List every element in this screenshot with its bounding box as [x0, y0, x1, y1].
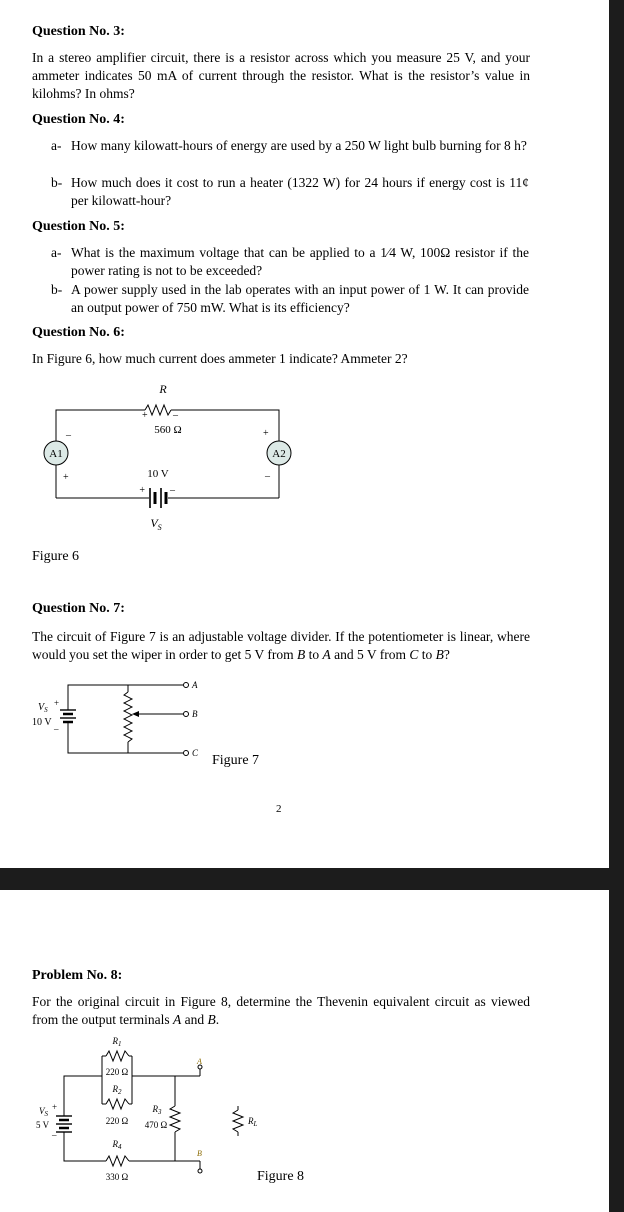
- q5-item-a-text: What is the maximum voltage that can be applied to a 1⁄4 W, 100Ω resistor if the power rating is not to be exceeded?: [71, 245, 529, 278]
- fig7-pot-zigzag: [124, 692, 132, 742]
- fig8-r2-sub: 2: [118, 1088, 122, 1096]
- figure-8-caption: Figure 8: [257, 1169, 305, 1184]
- fig8-r1-value: 220 Ω: [105, 1067, 129, 1077]
- q7-text: [32, 628, 530, 664]
- q7-text-c: C: [409, 647, 419, 662]
- fig6-source-minus: –: [170, 485, 175, 496]
- q5-item-b-text: A power supply used in the lab operates with an input power of 1 W. It can provide an output power of 750 mW. What is its efficiency?: [71, 282, 529, 315]
- fig8-r4-label: [112, 1139, 123, 1151]
- q4-item-a-text: How many kilowatt-hours of energy are used by a 250 W light bulb burning for 8 h?: [71, 138, 527, 153]
- terminal-b-label: B: [192, 709, 198, 719]
- q5-item-b-marker: b-: [51, 282, 63, 297]
- q4-item-a-marker: a-: [51, 138, 62, 153]
- q7-text-b2: B: [435, 647, 444, 662]
- fig6-a2-minus: –: [265, 471, 270, 482]
- q7-text-part-3: to: [305, 647, 323, 662]
- fig8-rl-sub: L: [253, 1120, 258, 1128]
- q5-heading: Question No. 5:: [32, 219, 125, 234]
- fig8-r2-name: R: [112, 1084, 118, 1094]
- p8-text-a: A: [172, 1012, 182, 1027]
- fig8-r4-name: R: [112, 1139, 118, 1149]
- fig8-source-plus: +: [52, 1102, 58, 1112]
- q4-heading: Question No. 4:: [32, 112, 125, 127]
- ammeter-2-label: A2: [272, 448, 286, 460]
- fig8-r1-name: R: [112, 1036, 118, 1046]
- fig6-top-wire-left: [56, 410, 145, 413]
- document-page-2: [0, 890, 609, 1212]
- page-number: 2: [276, 803, 282, 815]
- q4-item-b-text: How much does it cost to run a heater (1322 W) for 24 hours if energy cost is 11¢ per kilowatt-hour?: [71, 175, 529, 208]
- fig6-resistor-minus: –: [173, 410, 178, 421]
- terminal-a-label: A: [192, 680, 198, 690]
- terminal-a: [184, 683, 189, 688]
- q7-text-b: B: [296, 647, 306, 662]
- p8-heading: Problem No. 8:: [32, 968, 123, 983]
- fig8-terminal-a-label: A: [197, 1057, 202, 1066]
- fig7-source-label: [38, 702, 48, 714]
- fig6-source-value: 10 V: [147, 468, 169, 480]
- q7-text-part-1: The circuit of Figure 7 is an adjustable voltage divider. If the potentiometer is linear, where would you set the wiper in order to get 5 V from: [32, 629, 530, 662]
- p8-text-part-5: .: [215, 1012, 220, 1027]
- fig6-source-name: V: [150, 516, 158, 530]
- fig8-r3-zigzag: [170, 1106, 180, 1132]
- fig8-r3-value: 470 Ω: [144, 1120, 168, 1130]
- q7-text-a: A: [322, 647, 331, 662]
- fig7-source-minus: –: [54, 724, 59, 734]
- fig8-left-top-rail: [64, 1076, 102, 1116]
- fig6-resistor-value: 560 Ω: [154, 424, 182, 436]
- q4-item-a: [51, 137, 529, 155]
- q6-heading: Question No. 6:: [32, 325, 125, 340]
- fig8-r2-label: [112, 1084, 123, 1096]
- fig8-r3-sub: 3: [158, 1108, 162, 1116]
- fig8-source-value: 5 V: [36, 1120, 50, 1130]
- fig6-a2-plus: +: [263, 428, 269, 439]
- figure-8-circuit: [30, 1036, 280, 1186]
- ammeter-1-label: A1: [49, 448, 63, 460]
- fig7-source-name: V: [38, 702, 45, 713]
- fig7-top-wire: [68, 685, 183, 710]
- fig8-left-bottom-rail: [64, 1132, 102, 1161]
- figure-6-circuit: [30, 378, 310, 538]
- q7-text-part-5: and 5 V from: [330, 647, 410, 662]
- fig8-source-label: [39, 1106, 49, 1118]
- fig8-rl-name: R: [248, 1116, 254, 1126]
- fig7-source-plus: +: [54, 698, 60, 708]
- q7-text-part-7: to: [418, 647, 436, 662]
- p8-text-b: B: [207, 1012, 216, 1027]
- fig6-a1-plus: +: [63, 472, 69, 483]
- fig8-source-minus: –: [52, 1130, 57, 1140]
- terminal-c: [184, 751, 189, 756]
- fig8-terminal-b: [198, 1169, 202, 1173]
- fig8-r1-zigzag: [106, 1051, 129, 1061]
- fig6-source-sub: S: [157, 523, 162, 532]
- figure-7-caption: Figure 7: [212, 753, 260, 768]
- q3-text: In a stereo amplifier circuit, there is a resistor across which you measure 25 V, and your ammeter indicates 50 mA of current through the resistor. What is the resistor’s value in kilohms? In ohms?: [32, 50, 530, 101]
- fig8-rl-zigzag: [233, 1110, 243, 1132]
- p8-text-part-3: and: [181, 1012, 208, 1027]
- fig8-r1-sub: 1: [118, 1040, 122, 1048]
- fig6-resistor-name: R: [159, 382, 167, 396]
- fig6-a1-minus: –: [66, 430, 71, 441]
- q7-text-part-9: ?: [443, 647, 450, 662]
- q5-item-a-marker: a-: [51, 245, 62, 260]
- q4-item-b: [51, 174, 529, 210]
- q6-text: In Figure 6, how much current does ammeter 1 indicate? Ammeter 2?: [32, 351, 408, 366]
- fig8-source-sub: S: [44, 1110, 48, 1118]
- q4-item-b-marker: b-: [51, 175, 63, 190]
- figure-7-circuit: [28, 672, 228, 782]
- fig6-source-plus: +: [139, 485, 145, 496]
- terminal-c-label: C: [192, 748, 199, 758]
- fig8-r2-zigzag: [106, 1099, 129, 1109]
- fig8-r1-label: [112, 1036, 122, 1048]
- figure-6-caption: Figure 6: [32, 549, 80, 564]
- fig8-r4-value: 330 Ω: [105, 1172, 129, 1182]
- fig6-resistor-zigzag: [145, 405, 171, 415]
- terminal-b: [184, 712, 189, 717]
- fig8-r4-sub: 4: [118, 1143, 122, 1151]
- fig6-resistor-plus: +: [142, 410, 148, 421]
- fig8-r2-value: 220 Ω: [105, 1116, 129, 1126]
- q7-heading: Question No. 7:: [32, 601, 125, 616]
- q3-heading: Question No. 3:: [32, 24, 125, 39]
- q5-item-a: [51, 244, 529, 280]
- fig8-terminal-b-label: B: [197, 1149, 202, 1158]
- fig7-source-value: 10 V: [32, 717, 52, 728]
- fig8-r3-label: [152, 1104, 163, 1116]
- p8-text: [32, 993, 530, 1029]
- p8-text-part-1: For the original circuit in Figure 8, determine the Thevenin equivalent circuit as viewed from the output terminals: [32, 994, 530, 1027]
- fig7-wiper-arrowhead: [132, 711, 139, 717]
- fig8-rl-label: [247, 1116, 258, 1128]
- fig8-r3-name: R: [152, 1104, 158, 1114]
- fig8-r4-zigzag: [106, 1156, 129, 1166]
- fig8-source-name: V: [39, 1106, 45, 1116]
- fig7-source-sub: S: [44, 706, 48, 714]
- fig6-source-label: [150, 516, 161, 532]
- q5-item-b: [51, 281, 529, 317]
